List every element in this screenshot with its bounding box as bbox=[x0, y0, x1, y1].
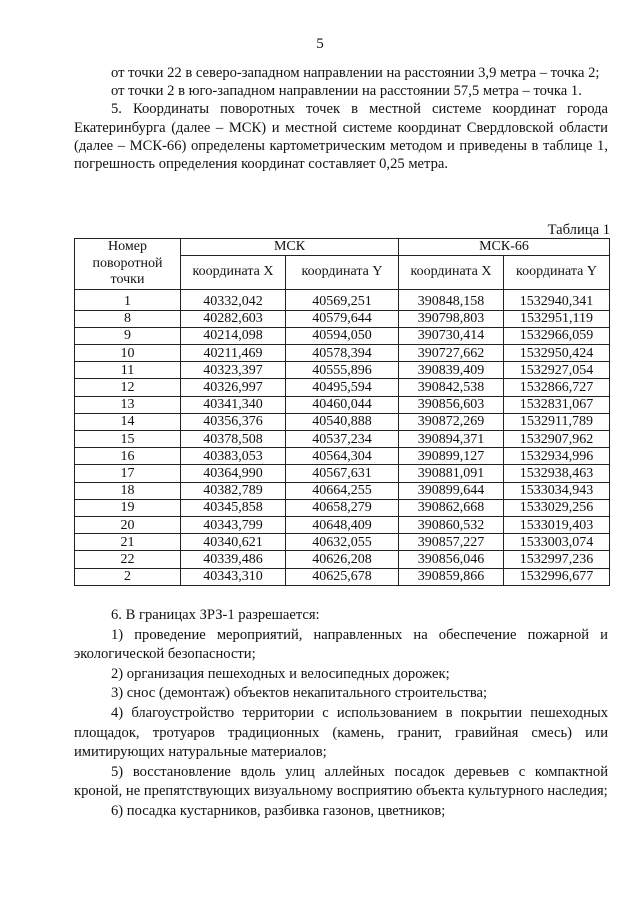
intro-paragraph-2: от точки 2 в юго-западном направлении на расстоянии 57,5 метра – точка 1. bbox=[111, 83, 582, 100]
table-caption: Таблица 1 bbox=[547, 222, 610, 238]
cell-msk-y: 40594,050 bbox=[286, 327, 399, 344]
cell-msk66-x: 390848,158 bbox=[399, 289, 504, 310]
cell-msk66-y: 1532951,119 bbox=[504, 310, 610, 327]
cell-msk-y: 40648,409 bbox=[286, 516, 399, 533]
header-point-number: Номер поворотной точки bbox=[75, 239, 181, 290]
header-msk66: МСК-66 bbox=[399, 239, 610, 256]
cell-msk66-x: 390881,091 bbox=[399, 465, 504, 482]
section6-paragraph-7: 6) посадка кустарников, разбивка газонов, цветников; bbox=[111, 802, 446, 819]
intro-paragraph-1: от точки 22 в северо-западном направлении на расстоянии 3,9 метра – точка 2; bbox=[111, 65, 600, 81]
cell-msk66-y: 1532997,236 bbox=[504, 551, 610, 568]
cell-msk66-y: 1533029,256 bbox=[504, 499, 610, 516]
table-row bbox=[75, 499, 610, 516]
intro-text bbox=[74, 64, 608, 173]
table-row bbox=[75, 465, 610, 482]
intro-paragraph-3: 5. Координаты поворотных точек в местной системе координат города Екатеринбурга (далее – МСК) и местной системе координат Свердловской области (далее – МСК-66) определены картометрическим методом и приведены в таблице 1, погрешность определения координат составляет 0,25 метра. bbox=[74, 101, 608, 173]
page-number: 5 bbox=[316, 36, 324, 52]
cell-msk66-x: 390872,269 bbox=[399, 413, 504, 430]
cell-msk66-x: 390859,866 bbox=[399, 568, 504, 585]
cell-msk-x: 40364,990 bbox=[181, 465, 286, 482]
table-row bbox=[75, 482, 610, 499]
cell-msk-x: 40214,098 bbox=[181, 327, 286, 344]
table-row bbox=[75, 327, 610, 344]
header-msk-x: координата X bbox=[181, 256, 286, 289]
cell-msk-x: 40343,310 bbox=[181, 568, 286, 585]
table-row bbox=[75, 362, 610, 379]
cell-msk66-y: 1533003,074 bbox=[504, 534, 610, 551]
table-row bbox=[75, 379, 610, 396]
cell-msk-y: 40632,055 bbox=[286, 534, 399, 551]
cell-msk66-x: 390899,127 bbox=[399, 448, 504, 465]
table-row bbox=[75, 345, 610, 362]
cell-point: 16 bbox=[75, 448, 181, 465]
cell-msk-x: 40345,858 bbox=[181, 499, 286, 516]
cell-msk66-x: 390862,668 bbox=[399, 499, 504, 516]
header-msk66-y: координата Y bbox=[504, 256, 610, 289]
cell-point: 9 bbox=[75, 327, 181, 344]
cell-msk66-y: 1532927,054 bbox=[504, 362, 610, 379]
cell-msk-y: 40579,644 bbox=[286, 310, 399, 327]
cell-msk66-y: 1532911,789 bbox=[504, 413, 610, 430]
cell-msk66-y: 1533034,943 bbox=[504, 482, 610, 499]
cell-point: 10 bbox=[75, 345, 181, 362]
cell-msk-x: 40378,508 bbox=[181, 431, 286, 448]
cell-msk66-x: 390842,538 bbox=[399, 379, 504, 396]
table-row bbox=[75, 310, 610, 327]
cell-msk-y: 40658,279 bbox=[286, 499, 399, 516]
table-row bbox=[75, 413, 610, 430]
cell-msk-y: 40567,631 bbox=[286, 465, 399, 482]
cell-msk-x: 40356,376 bbox=[181, 413, 286, 430]
cell-msk-y: 40664,255 bbox=[286, 482, 399, 499]
cell-point: 1 bbox=[75, 289, 181, 310]
cell-msk66-x: 390856,603 bbox=[399, 396, 504, 413]
section-6-text bbox=[74, 606, 608, 822]
cell-msk66-x: 390894,371 bbox=[399, 431, 504, 448]
cell-point: 8 bbox=[75, 310, 181, 327]
cell-msk66-y: 1532950,424 bbox=[504, 345, 610, 362]
section6-paragraph-3: 2) организация пешеходных и велосипедных дорожек; bbox=[111, 665, 450, 682]
cell-msk-x: 40282,603 bbox=[181, 310, 286, 327]
cell-msk-x: 40339,486 bbox=[181, 551, 286, 568]
cell-point: 11 bbox=[75, 362, 181, 379]
section6-paragraph-4: 3) снос (демонтаж) объектов некапитального строительства; bbox=[111, 685, 488, 702]
header-msk: МСК bbox=[181, 239, 399, 256]
cell-msk-y: 40578,394 bbox=[286, 345, 399, 362]
cell-msk66-x: 390798,803 bbox=[399, 310, 504, 327]
cell-point: 19 bbox=[75, 499, 181, 516]
cell-msk-x: 40382,789 bbox=[181, 482, 286, 499]
cell-point: 22 bbox=[75, 551, 181, 568]
cell-point: 12 bbox=[75, 379, 181, 396]
cell-msk-y: 40460,044 bbox=[286, 396, 399, 413]
cell-msk66-x: 390730,414 bbox=[399, 327, 504, 344]
table-row bbox=[75, 568, 610, 585]
cell-msk-x: 40383,053 bbox=[181, 448, 286, 465]
table-row bbox=[75, 396, 610, 413]
table-row bbox=[75, 534, 610, 551]
cell-msk-x: 40343,799 bbox=[181, 516, 286, 533]
cell-point: 13 bbox=[75, 396, 181, 413]
cell-msk-x: 40340,621 bbox=[181, 534, 286, 551]
cell-point: 2 bbox=[75, 568, 181, 585]
cell-msk-y: 40537,234 bbox=[286, 431, 399, 448]
cell-msk-y: 40564,304 bbox=[286, 448, 399, 465]
section6-paragraph-5: 4) благоустройство территории с использованием в покрытии пешеходных площадок, тротуаров традиционных (камень, гранит, гравийная смесь) или имитирующих натуральные материалов; bbox=[74, 704, 608, 761]
cell-msk66-y: 1532866,727 bbox=[504, 379, 610, 396]
cell-msk66-y: 1532996,677 bbox=[504, 568, 610, 585]
cell-msk66-y: 1532831,067 bbox=[504, 396, 610, 413]
cell-msk66-y: 1532907,962 bbox=[504, 431, 610, 448]
cell-msk66-x: 390839,409 bbox=[399, 362, 504, 379]
cell-msk66-x: 390727,662 bbox=[399, 345, 504, 362]
cell-msk-y: 40625,678 bbox=[286, 568, 399, 585]
header-msk66-x: координата X bbox=[399, 256, 504, 289]
cell-msk66-y: 1532966,059 bbox=[504, 327, 610, 344]
cell-msk66-x: 390860,532 bbox=[399, 516, 504, 533]
cell-msk66-y: 1532938,463 bbox=[504, 465, 610, 482]
cell-msk66-x: 390899,644 bbox=[399, 482, 504, 499]
cell-msk-x: 40211,469 bbox=[181, 345, 286, 362]
cell-msk66-y: 1533019,403 bbox=[504, 516, 610, 533]
cell-msk-y: 40540,888 bbox=[286, 413, 399, 430]
table-row bbox=[75, 431, 610, 448]
cell-point: 15 bbox=[75, 431, 181, 448]
table-row bbox=[75, 516, 610, 533]
cell-msk-y: 40569,251 bbox=[286, 289, 399, 310]
table-row bbox=[75, 551, 610, 568]
cell-msk-y: 40555,896 bbox=[286, 362, 399, 379]
cell-msk-y: 40495,594 bbox=[286, 379, 399, 396]
table-row bbox=[75, 448, 610, 465]
section6-paragraph-1: 6. В границах ЗРЗ-1 разрешается: bbox=[111, 607, 320, 623]
cell-msk66-x: 390856,046 bbox=[399, 551, 504, 568]
cell-point: 20 bbox=[75, 516, 181, 533]
table-body bbox=[75, 289, 610, 585]
cell-msk-x: 40332,042 bbox=[181, 289, 286, 310]
cell-msk66-y: 1532940,341 bbox=[504, 289, 610, 310]
cell-msk-y: 40626,208 bbox=[286, 551, 399, 568]
cell-msk-x: 40326,997 bbox=[181, 379, 286, 396]
cell-point: 21 bbox=[75, 534, 181, 551]
coordinates-table bbox=[74, 238, 610, 586]
cell-point: 18 bbox=[75, 482, 181, 499]
table-row bbox=[75, 289, 610, 310]
cell-msk66-x: 390857,227 bbox=[399, 534, 504, 551]
cell-point: 17 bbox=[75, 465, 181, 482]
cell-msk-x: 40323,397 bbox=[181, 362, 286, 379]
cell-msk-x: 40341,340 bbox=[181, 396, 286, 413]
cell-point: 14 bbox=[75, 413, 181, 430]
section6-paragraph-6: 5) восстановление вдоль улиц аллейных посадок деревьев с компактной кроной, не препятствующих визуальному восприятию объекта культурного наследия; bbox=[74, 763, 608, 800]
section6-paragraph-2: 1) проведение мероприятий, направленных на обеспечение пожарной и экологической безопасности; bbox=[74, 626, 608, 663]
header-msk-y: координата Y bbox=[286, 256, 399, 289]
cell-msk66-y: 1532934,996 bbox=[504, 448, 610, 465]
